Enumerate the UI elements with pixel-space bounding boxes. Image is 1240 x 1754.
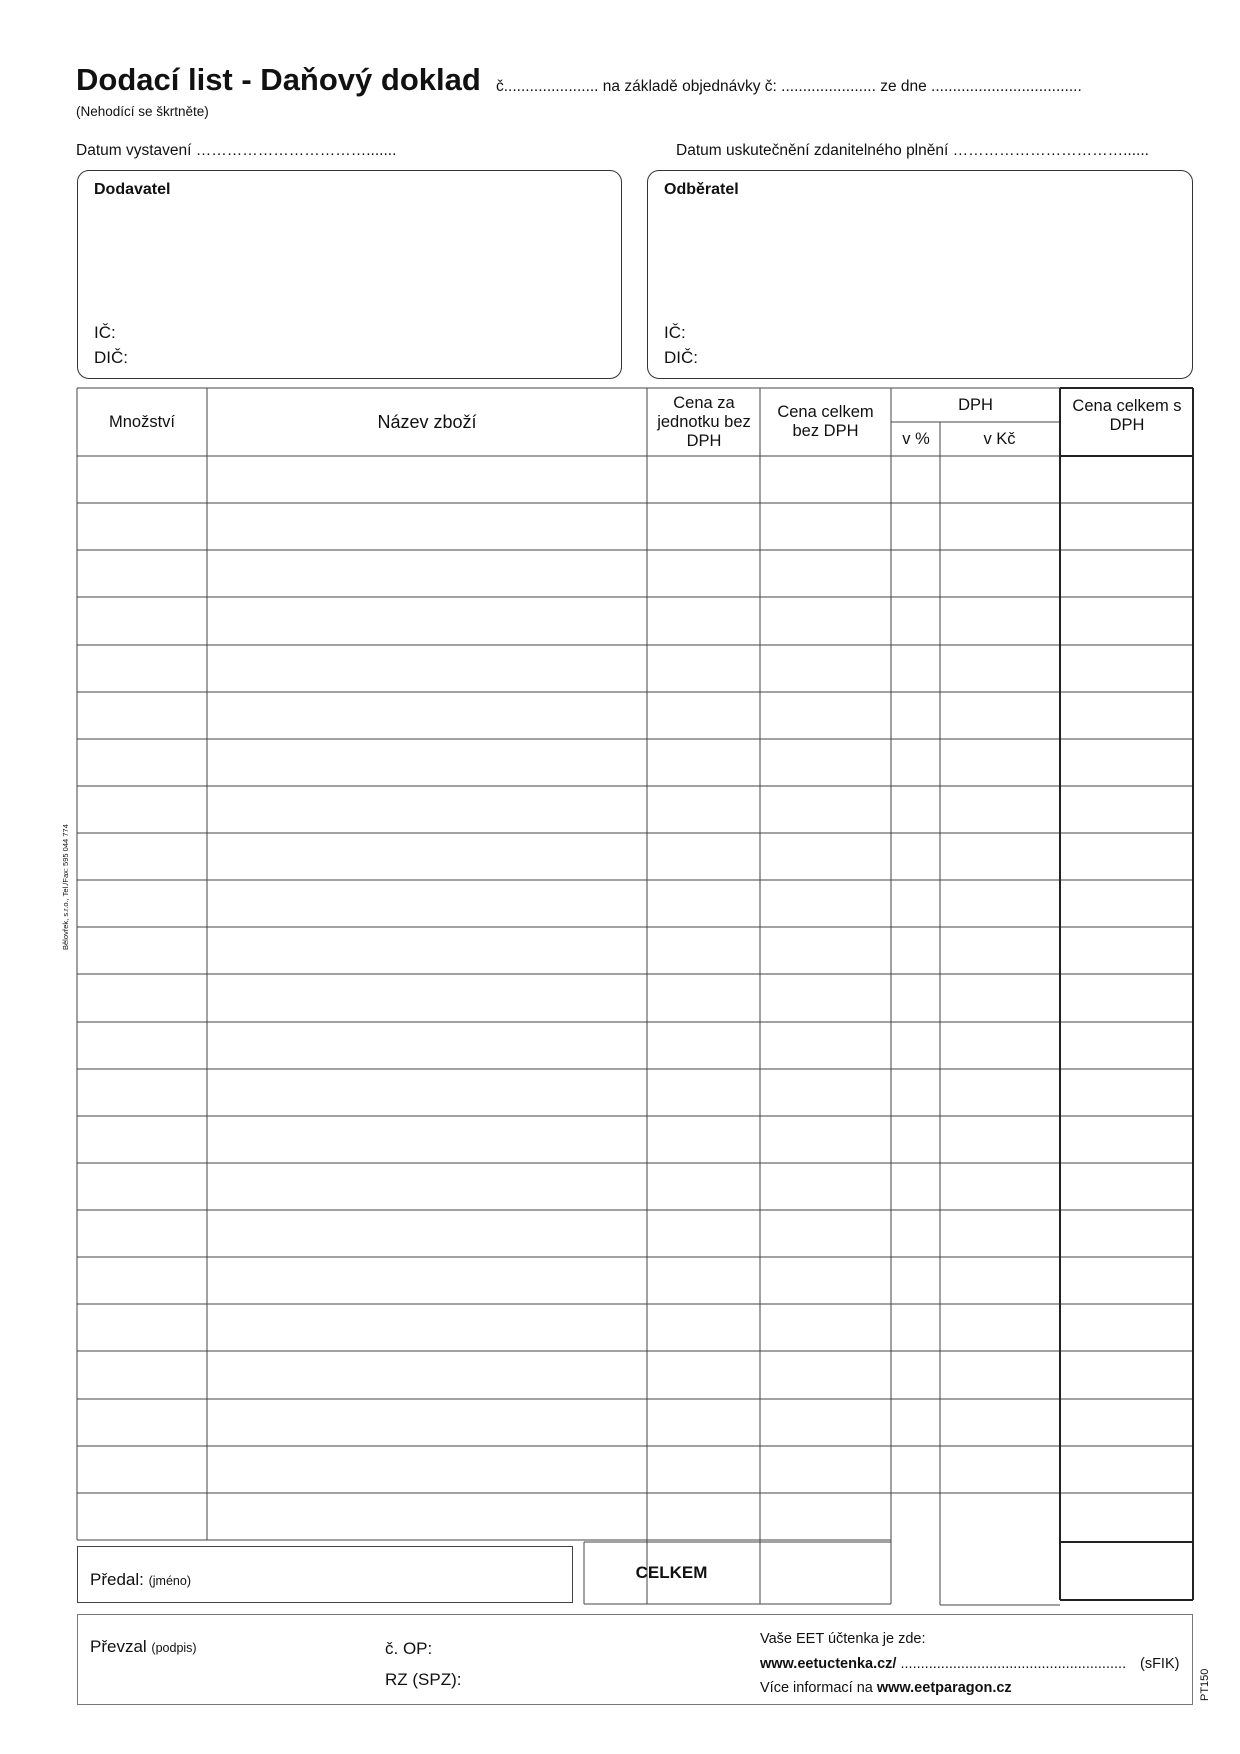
col-total-no-vat-header: Cena celkem bez DPH — [777, 403, 874, 440]
table-row[interactable] — [78, 1210, 1192, 1257]
eet-paragon-url[interactable]: www.eetparagon.cz — [876, 1680, 1012, 1696]
table-row[interactable] — [78, 1304, 1192, 1351]
strike-note: (Nehodící se škrtněte) — [76, 104, 209, 119]
plate-label: RZ (SPZ): — [385, 1670, 462, 1689]
table-row[interactable] — [78, 456, 1192, 503]
customer-title: Odběratel — [664, 181, 739, 198]
table-row[interactable] — [78, 1446, 1192, 1493]
handed-by-hint: (jméno) — [148, 1574, 191, 1588]
table-row[interactable] — [78, 503, 1192, 550]
table-row[interactable] — [78, 1351, 1192, 1398]
document-title: Dodací list - Daňový doklad — [76, 62, 481, 97]
table-row[interactable] — [78, 1116, 1192, 1163]
total-vat-czk-cell[interactable] — [940, 1542, 1060, 1605]
eet-intro: Vaše EET účtenka je zde: — [760, 1631, 926, 1647]
supplier-title: Dodavatel — [94, 181, 171, 198]
total-with-vat-cell[interactable] — [1060, 1542, 1193, 1600]
table-row[interactable] — [78, 1493, 1192, 1540]
handed-by-label: Předal: — [90, 1570, 144, 1589]
col-vat-pct-header: v % — [902, 429, 930, 448]
table-row[interactable] — [78, 974, 1192, 1021]
table-row[interactable] — [78, 739, 1192, 786]
received-by-hint: (podpis) — [151, 1641, 197, 1655]
col-total-vat-header: Cena celkem s DPH — [1072, 397, 1182, 434]
table-row[interactable] — [78, 1022, 1192, 1069]
supplier-ic-label: IČ: — [94, 323, 116, 342]
taxable-date-field[interactable]: Datum uskutečnění zdanitelného plnění ……………………………...... — [676, 142, 1149, 159]
col-vat-header: DPH — [958, 395, 993, 414]
handed-by-box[interactable] — [77, 1546, 573, 1603]
total-no-vat-cell[interactable] — [760, 1542, 891, 1605]
customer-dic-label: DIČ: — [664, 348, 698, 367]
table-row[interactable] — [78, 880, 1192, 927]
table-row[interactable] — [78, 645, 1192, 692]
table-row[interactable] — [78, 692, 1192, 739]
table-row[interactable] — [78, 786, 1192, 833]
table-row[interactable] — [78, 927, 1192, 974]
eet-url[interactable]: www.eetuctenka.cz/ — [760, 1656, 897, 1672]
table-row[interactable] — [78, 597, 1192, 644]
col-qty-header: Množství — [108, 412, 176, 431]
col-vat-czk-header: v Kč — [983, 429, 1016, 448]
col-unit-price-header: Cena za jednotku bez DPH — [657, 393, 751, 450]
eet-more-info: Více informací na — [760, 1680, 873, 1696]
document-number-line[interactable]: č...................... na základě objednávky č: ...................... ze dne ................................... — [496, 78, 1082, 95]
table-row[interactable] — [78, 550, 1192, 597]
customer-ic-label: IČ: — [664, 323, 686, 342]
table-row[interactable] — [78, 1069, 1192, 1116]
id-card-label: č. OP: — [385, 1639, 433, 1658]
form-code: PT150 — [1199, 1668, 1211, 1701]
eet-sfik-label: (sFIK) — [1140, 1656, 1180, 1672]
table-row[interactable] — [78, 1399, 1192, 1446]
received-box[interactable] — [77, 1614, 1193, 1705]
table-row[interactable] — [78, 1163, 1192, 1210]
total-label: CELKEM — [635, 1563, 708, 1582]
col-name-header: Název zboží — [377, 411, 477, 432]
printer-info: Bělovřek, s.r.o., Tel./Fax: 595 044 774 — [61, 824, 70, 950]
table-row[interactable] — [78, 1257, 1192, 1304]
table-row[interactable] — [78, 833, 1192, 880]
issue-date-field[interactable]: Datum vystavení ……………………………....... — [76, 142, 397, 159]
eet-fik-field[interactable]: ........................................................ — [900, 1656, 1127, 1672]
supplier-dic-label: DIČ: — [94, 348, 128, 367]
received-by-label: Převzal — [90, 1637, 147, 1656]
